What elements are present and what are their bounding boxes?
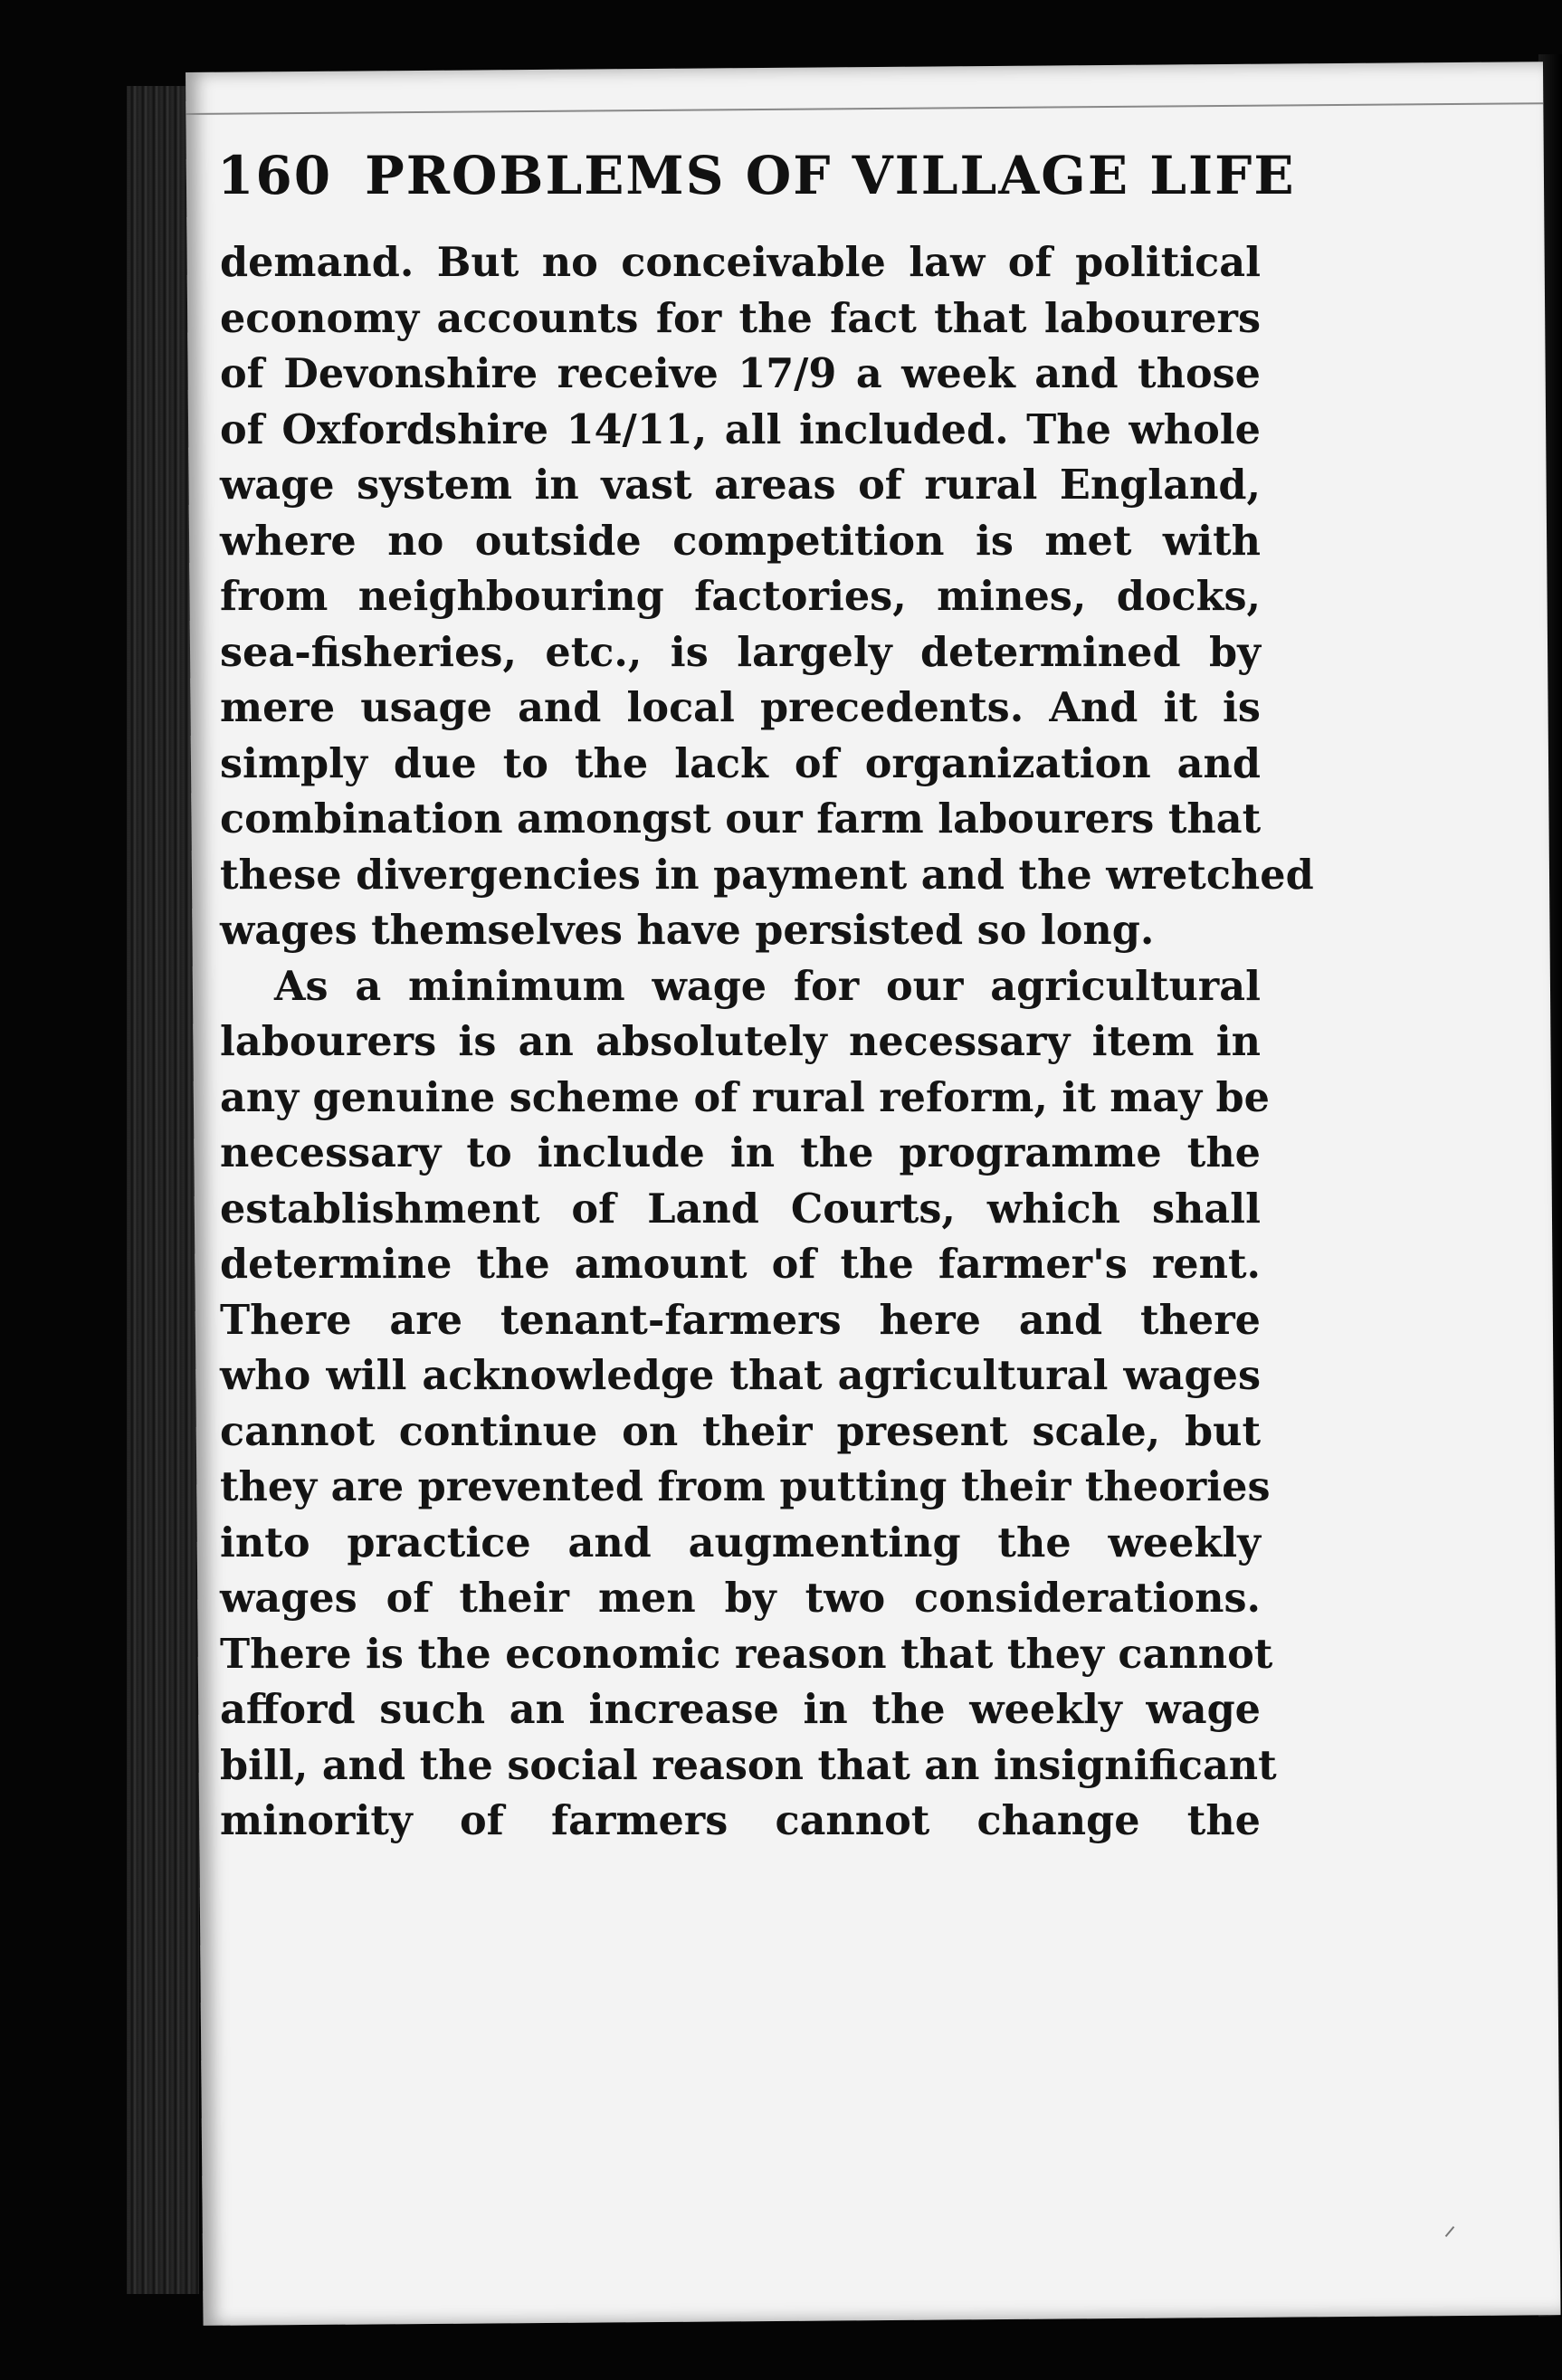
text-line: necessary to include in the programme the bbox=[220, 1129, 1261, 1176]
page-number: 160 bbox=[217, 145, 333, 206]
text-line: these divergencies in payment and the wretched bbox=[220, 851, 1314, 899]
text-line: from neighbouring factories, mines, docks, bbox=[220, 573, 1261, 620]
text-line: sea-fisheries, etc., is largely determined by bbox=[220, 628, 1261, 676]
text-line: cannot continue on their present scale, but bbox=[220, 1407, 1261, 1455]
body-text bbox=[220, 235, 1314, 1850]
text-line: There are tenant-farmers here and there bbox=[220, 1296, 1261, 1344]
text-line: establishment of Land Courts, which shall bbox=[220, 1185, 1261, 1233]
text-line: who will acknowledge that agricultural wages bbox=[220, 1352, 1261, 1399]
text-line: of Devonshire receive 17/9 a week and those bbox=[220, 350, 1261, 397]
text-line: demand. But no conceivable law of political bbox=[220, 239, 1261, 286]
text-line: determine the amount of the farmer's rent. bbox=[220, 1241, 1261, 1288]
text-line: wages of their men by two considerations. bbox=[220, 1575, 1261, 1622]
running-head: PROBLEMS OF VILLAGE LIFE bbox=[365, 145, 1296, 206]
text-line: any genuine scheme of rural reform, it may be bbox=[220, 1073, 1270, 1121]
text-line: of Oxfordshire 14/11, all included. The whole bbox=[220, 405, 1261, 453]
paragraph-start-line: As a minimum wage for our agricultural bbox=[274, 962, 1261, 1010]
text-line: labourers is an absolutely necessary item in bbox=[220, 1018, 1261, 1065]
text-line: where no outside competition is met with bbox=[220, 517, 1261, 565]
text-line: they are prevented from putting their theories bbox=[220, 1463, 1271, 1510]
text-line: mere usage and local precedents. And it is bbox=[220, 684, 1261, 731]
text-line: into practice and augmenting the weekly bbox=[220, 1518, 1261, 1566]
page-top-edge bbox=[186, 102, 1543, 115]
text-line: afford such an increase in the weekly wage bbox=[220, 1686, 1261, 1733]
text-line: simply due to the lack of organization and bbox=[220, 739, 1261, 787]
text-line: minority of farmers cannot change the bbox=[220, 1797, 1261, 1844]
paragraph-end-line: wages themselves have persisted so long. bbox=[220, 907, 1155, 954]
text-line: combination amongst our farm labourers that bbox=[220, 795, 1262, 843]
text-line: There is the economic reason that they cannot bbox=[220, 1630, 1273, 1678]
text-line: bill, and the social reason that an insignificant bbox=[220, 1741, 1277, 1789]
text-line: economy accounts for the fact that labourers bbox=[220, 294, 1261, 342]
text-line: wage system in vast areas of rural England, bbox=[220, 462, 1261, 509]
page-header bbox=[217, 145, 1296, 226]
